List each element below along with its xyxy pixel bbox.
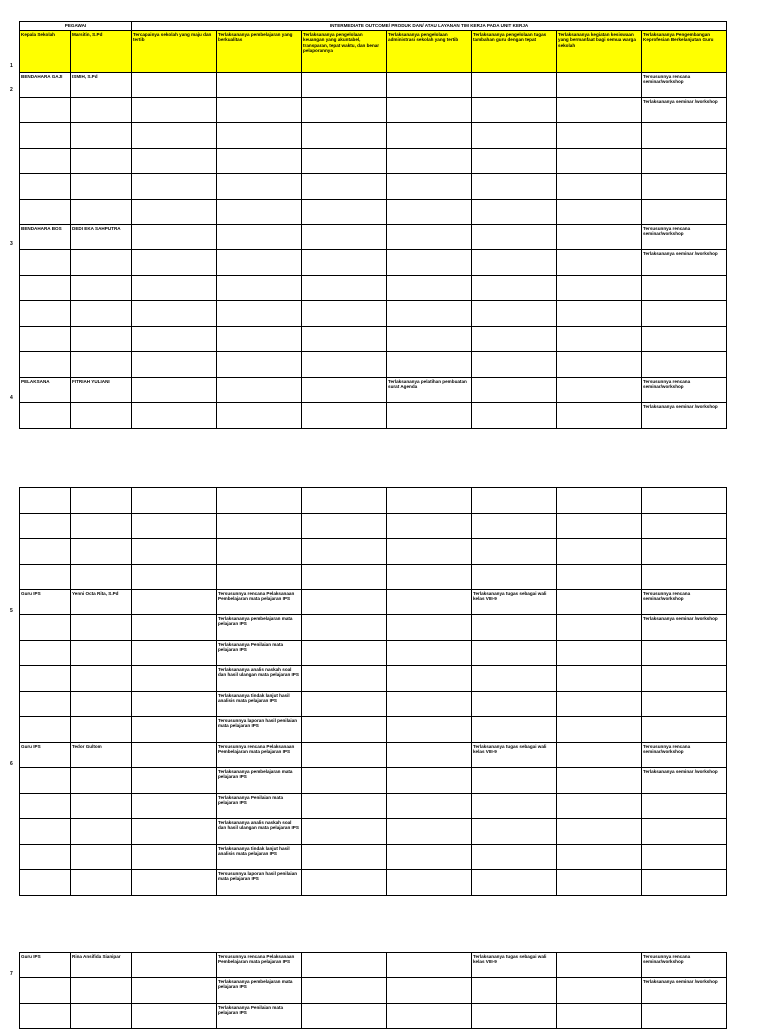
pembelajaran-cell: Terlaksananya tindak lanjut hasil analisis mata pelajaran IPS (217, 692, 302, 717)
jabatan-cell: BENDAHARA BOS (20, 225, 71, 250)
table-row (20, 378, 727, 403)
subheader-outcome-5: Terlaksananya pengelolaan tugas tambahan guru dengan tepat (472, 31, 557, 73)
header-pegawai: PEGAWAI (20, 22, 132, 31)
nama-cell: Tedor Gultom (71, 743, 132, 768)
subheader-outcome-3: Terlaksananya pengelolaan keuangan yang akuntabel, transparan, tepat waktu, dan benar pelaporannya (302, 31, 387, 73)
subheader-outcome-7: Terlaksananya Pengembangan Keprofesian Berkelanjutan Guru (642, 31, 727, 73)
row-number: 3 (10, 241, 13, 247)
pembelajaran-cell: Tersusunnya rencana Pelaksanaan Pembelajaran mata pelajaran IPS (217, 743, 302, 768)
table-row (20, 768, 727, 794)
table-row (20, 692, 727, 717)
table-row (20, 819, 727, 845)
tugas-cell: Terlaksananya tugas sebagai wali kelas VIII-9 (472, 953, 557, 978)
nama-cell: Rina Ansifida Sianipar (71, 953, 132, 978)
pkb-cell: Tersusunnya rencana seminar/workshop (642, 743, 727, 768)
pembelajaran-cell: Tersusunnya rencana Pelaksanaan Pembelajaran mata pelajaran IPS (217, 590, 302, 615)
nama-cell: ISMIH, S.Pd (71, 73, 132, 98)
pkb-cell: Tersusunnya rencana seminar/workshop (642, 953, 727, 978)
table-row (20, 870, 727, 896)
subheader-nama: Marsitin, S.Pd (71, 31, 132, 73)
table-row (20, 590, 727, 615)
pkb-cell: Terlaksananya seminar /workshop (642, 978, 727, 1004)
workplan-table-top (19, 21, 727, 429)
table-row (20, 1004, 727, 1029)
table-row (20, 403, 727, 429)
pembelajaran-cell: Terlaksananya analis naskah soal dan hasil ulangan mata pelajaran IPS (217, 666, 302, 692)
jabatan-cell: PELAKSANA (20, 378, 71, 403)
row-number: 1 (10, 63, 13, 69)
pembelajaran-cell: Terlaksananya Penilaian mata pelajaran IPS (217, 794, 302, 819)
table-row (20, 73, 727, 98)
subheader-outcome-1: Tercapainya sekolah yang maju dan tertib (132, 31, 217, 73)
row-number: 6 (10, 761, 13, 767)
jabatan-cell: Guru IPS (20, 590, 71, 615)
admin-cell: Terlaksananya pelatihan pembuatan surat Agenda (387, 378, 472, 403)
pkb-cell: Tersusunnya rencana seminar/workshop (642, 378, 727, 403)
pembelajaran-cell: Terlaksananya Penilaian mata pelajaran IPS (217, 1004, 302, 1029)
pembelajaran-cell: Terlaksananya analis naskah soal dan hasil ulangan mata pelajaran IPS (217, 819, 302, 845)
pkb-cell: Tersusunnya rencana seminar/workshop (642, 590, 727, 615)
subheader-outcome-2: Terlaksananya pembelajaran yang berkualitas (217, 31, 302, 73)
jabatan-cell: Guru IPS (20, 953, 71, 978)
nama-cell: FITRIAH YULIANI (71, 378, 132, 403)
table-row (20, 98, 727, 123)
subheader-outcome-6: Terlaksananya kegiatan kesiswaan yang bermanfaat bagi semua warga sekolah (557, 31, 642, 73)
pkb-cell: Terlaksananya seminar /workshop (642, 250, 727, 276)
row-number: 4 (10, 395, 13, 401)
subheader-row (20, 31, 727, 73)
table-row (20, 845, 727, 870)
pkb-cell: Terlaksananya seminar /workshop (642, 615, 727, 641)
pembelajaran-cell: Tersusunnya rencana Pelaksanaan Pembelajaran mata pelajaran IPS (217, 953, 302, 978)
pkb-cell: Terlaksananya seminar /workshop (642, 403, 727, 429)
pkb-cell: Tersusunnya rencana seminar/workshop (642, 225, 727, 250)
table-row (20, 225, 727, 250)
table-row (20, 641, 727, 666)
workplan-table-middle (19, 487, 727, 896)
row-number: 2 (10, 87, 13, 93)
workplan-table-bottom (19, 952, 727, 1029)
table-row (20, 978, 727, 1004)
pembelajaran-cell: Terlaksananya tindak lanjut hasil analisis mata pelajaran IPS (217, 845, 302, 870)
table-row (20, 615, 727, 641)
pembelajaran-cell: Terlaksananya pembelajaran mata pelajaran IPS (217, 615, 302, 641)
table-row (20, 794, 727, 819)
nama-cell: Yenni Octa Rita, S.Pd (71, 590, 132, 615)
header-outcome: INTERMEDIATE OUTCOME/ PRODUK DAN/ ATAU LAYANAN TIM KERJA PADA UNIT KERJA (132, 22, 727, 31)
table-row (20, 953, 727, 978)
table-row (20, 250, 727, 276)
nama-cell: DEDI EKA SAHPUTRA (71, 225, 132, 250)
pembelajaran-cell: Terlaksananya pembelajaran mata pelajaran IPS (217, 768, 302, 794)
table-row (20, 717, 727, 743)
pembelajaran-cell: Terlaksananya Penilaian mata pelajaran IPS (217, 641, 302, 666)
pembelajaran-cell: Tersusunnya laporan hasil penilaian mata pelajaran IPS (217, 717, 302, 743)
tugas-cell: Terlaksananya tugas sebagai wali kelas VIII-9 (472, 590, 557, 615)
pkb-cell: Terlaksananya seminar /workshop (642, 98, 727, 123)
table-row (20, 666, 727, 692)
row-number: 5 (10, 608, 13, 614)
pembelajaran-cell: Tersusunnya laporan hasil penilaian mata pelajaran IPS (217, 870, 302, 896)
pkb-cell: Terlaksananya seminar /workshop (642, 768, 727, 794)
jabatan-cell: BENDAHARA GAJI (20, 73, 71, 98)
tugas-cell: Terlaksananya tugas sebagai wali kelas VIII-9 (472, 743, 557, 768)
table-row (20, 743, 727, 768)
subheader-jabatan: Kepala Sekolah (20, 31, 71, 73)
jabatan-cell: Guru IPS (20, 743, 71, 768)
pembelajaran-cell: Terlaksananya pembelajaran mata pelajaran IPS (217, 978, 302, 1004)
subheader-outcome-4: Terlaksananya pengelolaan administrasi sekolah yang tertib (387, 31, 472, 73)
pkb-cell: Tersusunnya rencana seminar/workshop (642, 73, 727, 98)
row-number: 7 (10, 971, 13, 977)
